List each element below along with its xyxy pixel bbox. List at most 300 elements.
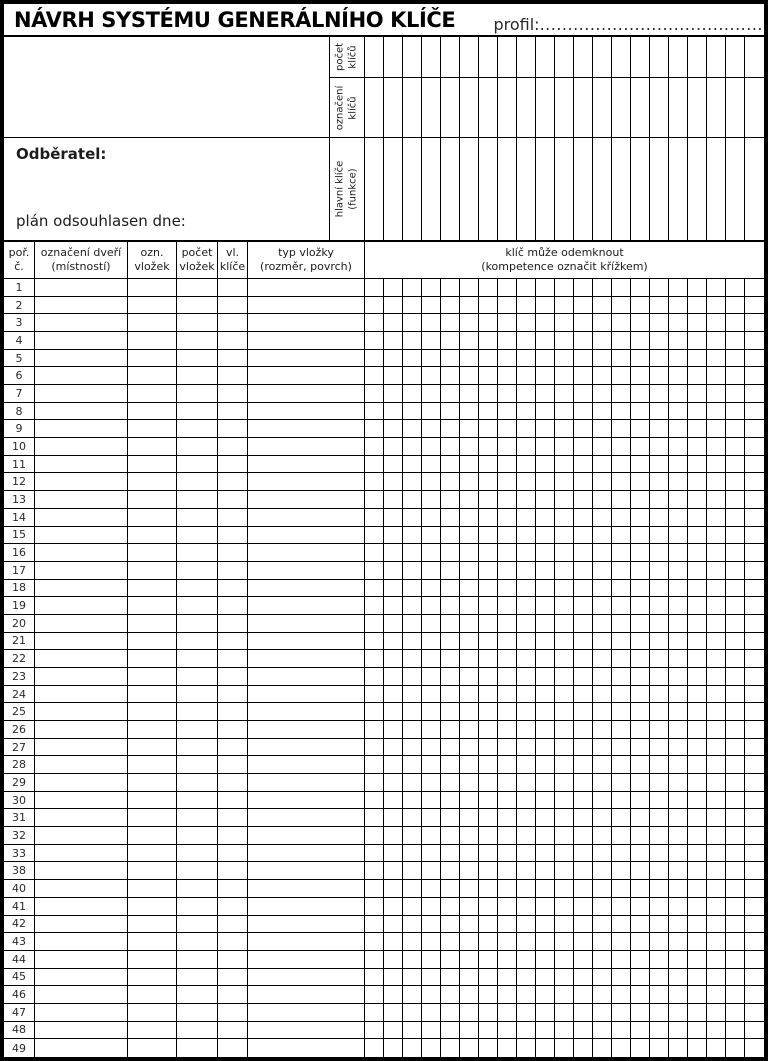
key-matrix-cell[interactable] [536, 37, 555, 77]
key-competence-cell[interactable] [612, 951, 631, 968]
key-competence-cell[interactable] [669, 703, 688, 720]
cell-own-keys[interactable] [218, 279, 248, 296]
key-matrix-cell[interactable] [726, 78, 745, 137]
cell-door-designation[interactable] [35, 544, 128, 561]
key-competence-cell[interactable] [612, 350, 631, 367]
key-competence-cell[interactable] [384, 297, 403, 314]
cell-cylinder-type[interactable] [248, 350, 365, 367]
cell-cylinder-designation[interactable] [128, 1022, 177, 1039]
key-competence-cell[interactable] [517, 367, 536, 384]
cell-own-keys[interactable] [218, 403, 248, 420]
key-competence-cell[interactable] [707, 969, 726, 986]
key-competence-cell[interactable] [707, 279, 726, 296]
key-competence-cell[interactable] [650, 827, 669, 844]
key-competence-cell[interactable] [669, 420, 688, 437]
key-competence-cell[interactable] [707, 809, 726, 826]
key-competence-cell[interactable] [631, 350, 650, 367]
key-competence-cell[interactable] [555, 473, 574, 490]
key-competence-cell[interactable] [498, 1022, 517, 1039]
key-competence-cell[interactable] [745, 880, 764, 897]
key-competence-cell[interactable] [612, 1004, 631, 1021]
key-competence-cell[interactable] [460, 933, 479, 950]
key-competence-cell[interactable] [498, 544, 517, 561]
key-competence-cell[interactable] [688, 297, 707, 314]
key-competence-cell[interactable] [403, 509, 422, 526]
key-competence-cell[interactable] [498, 580, 517, 597]
key-competence-cell[interactable] [479, 827, 498, 844]
key-competence-cell[interactable] [365, 580, 384, 597]
key-matrix-cell[interactable] [574, 78, 593, 137]
cell-door-designation[interactable] [35, 792, 128, 809]
cell-cylinder-designation[interactable] [128, 916, 177, 933]
key-competence-cell[interactable] [517, 544, 536, 561]
cell-cylinder-count[interactable] [177, 597, 218, 614]
key-competence-cell[interactable] [536, 314, 555, 331]
key-competence-cell[interactable] [422, 615, 441, 632]
key-competence-cell[interactable] [726, 933, 745, 950]
key-competence-cell[interactable] [460, 880, 479, 897]
key-competence-cell[interactable] [574, 880, 593, 897]
cell-cylinder-type[interactable] [248, 951, 365, 968]
key-competence-cell[interactable] [612, 385, 631, 402]
key-competence-cell[interactable] [593, 332, 612, 349]
key-matrix-cell[interactable] [688, 78, 707, 137]
key-competence-cell[interactable] [555, 580, 574, 597]
key-competence-cell[interactable] [479, 1022, 498, 1039]
key-competence-cell[interactable] [707, 845, 726, 862]
key-matrix-cell[interactable] [498, 78, 517, 137]
key-competence-cell[interactable] [441, 473, 460, 490]
key-competence-cell[interactable] [593, 456, 612, 473]
key-competence-cell[interactable] [536, 880, 555, 897]
key-competence-cell[interactable] [536, 792, 555, 809]
key-competence-cell[interactable] [593, 792, 612, 809]
key-competence-cell[interactable] [726, 367, 745, 384]
key-competence-cell[interactable] [745, 473, 764, 490]
key-competence-cell[interactable] [688, 774, 707, 791]
key-competence-cell[interactable] [688, 350, 707, 367]
key-competence-cell[interactable] [498, 650, 517, 667]
key-competence-cell[interactable] [460, 721, 479, 738]
key-competence-cell[interactable] [517, 739, 536, 756]
key-competence-cell[interactable] [707, 367, 726, 384]
key-competence-cell[interactable] [688, 615, 707, 632]
key-competence-cell[interactable] [517, 297, 536, 314]
key-competence-cell[interactable] [517, 473, 536, 490]
key-competence-cell[interactable] [365, 650, 384, 667]
key-competence-cell[interactable] [460, 562, 479, 579]
key-competence-cell[interactable] [631, 615, 650, 632]
key-matrix-cell[interactable] [479, 37, 498, 77]
key-competence-cell[interactable] [365, 898, 384, 915]
key-competence-cell[interactable] [555, 686, 574, 703]
key-competence-cell[interactable] [479, 509, 498, 526]
key-competence-cell[interactable] [441, 845, 460, 862]
cell-cylinder-count[interactable] [177, 721, 218, 738]
key-competence-cell[interactable] [593, 880, 612, 897]
cell-cylinder-type[interactable] [248, 969, 365, 986]
key-competence-cell[interactable] [460, 862, 479, 879]
key-competence-cell[interactable] [745, 756, 764, 773]
key-competence-cell[interactable] [593, 491, 612, 508]
cell-cylinder-type[interactable] [248, 809, 365, 826]
key-competence-cell[interactable] [574, 314, 593, 331]
cell-own-keys[interactable] [218, 916, 248, 933]
cell-own-keys[interactable] [218, 951, 248, 968]
key-competence-cell[interactable] [403, 792, 422, 809]
key-competence-cell[interactable] [745, 314, 764, 331]
key-competence-cell[interactable] [460, 297, 479, 314]
key-competence-cell[interactable] [422, 686, 441, 703]
cell-own-keys[interactable] [218, 385, 248, 402]
key-competence-cell[interactable] [498, 527, 517, 544]
key-competence-cell[interactable] [707, 880, 726, 897]
cell-cylinder-designation[interactable] [128, 862, 177, 879]
cell-cylinder-designation[interactable] [128, 739, 177, 756]
key-competence-cell[interactable] [479, 986, 498, 1003]
key-competence-cell[interactable] [422, 845, 441, 862]
key-competence-cell[interactable] [517, 916, 536, 933]
key-competence-cell[interactable] [745, 297, 764, 314]
key-matrix-cell[interactable] [517, 78, 536, 137]
key-competence-cell[interactable] [441, 367, 460, 384]
key-matrix-cell[interactable] [593, 138, 612, 240]
key-competence-cell[interactable] [517, 456, 536, 473]
key-competence-cell[interactable] [384, 527, 403, 544]
key-competence-cell[interactable] [498, 562, 517, 579]
key-competence-cell[interactable] [498, 456, 517, 473]
key-competence-cell[interactable] [441, 809, 460, 826]
key-competence-cell[interactable] [536, 721, 555, 738]
key-competence-cell[interactable] [669, 969, 688, 986]
key-competence-cell[interactable] [650, 774, 669, 791]
key-competence-cell[interactable] [498, 615, 517, 632]
key-matrix-cell[interactable] [669, 138, 688, 240]
key-competence-cell[interactable] [631, 756, 650, 773]
key-competence-cell[interactable] [593, 951, 612, 968]
key-competence-cell[interactable] [707, 297, 726, 314]
key-competence-cell[interactable] [517, 1039, 536, 1057]
key-competence-cell[interactable] [745, 739, 764, 756]
cell-own-keys[interactable] [218, 367, 248, 384]
key-competence-cell[interactable] [707, 650, 726, 667]
key-competence-cell[interactable] [555, 562, 574, 579]
key-competence-cell[interactable] [403, 756, 422, 773]
key-matrix-cell[interactable] [536, 138, 555, 240]
key-competence-cell[interactable] [536, 845, 555, 862]
key-competence-cell[interactable] [650, 880, 669, 897]
key-competence-cell[interactable] [574, 898, 593, 915]
key-competence-cell[interactable] [422, 420, 441, 437]
cell-cylinder-count[interactable] [177, 1004, 218, 1021]
key-competence-cell[interactable] [517, 650, 536, 667]
key-competence-cell[interactable] [688, 721, 707, 738]
key-competence-cell[interactable] [460, 986, 479, 1003]
cell-cylinder-type[interactable] [248, 527, 365, 544]
key-competence-cell[interactable] [688, 756, 707, 773]
key-competence-cell[interactable] [669, 916, 688, 933]
cell-cylinder-type[interactable] [248, 615, 365, 632]
key-competence-cell[interactable] [441, 774, 460, 791]
key-competence-cell[interactable] [384, 686, 403, 703]
key-competence-cell[interactable] [422, 385, 441, 402]
key-competence-cell[interactable] [688, 827, 707, 844]
key-competence-cell[interactable] [441, 420, 460, 437]
key-competence-cell[interactable] [726, 438, 745, 455]
key-competence-cell[interactable] [669, 314, 688, 331]
key-competence-cell[interactable] [479, 367, 498, 384]
key-competence-cell[interactable] [631, 951, 650, 968]
key-competence-cell[interactable] [384, 721, 403, 738]
key-competence-cell[interactable] [498, 880, 517, 897]
key-competence-cell[interactable] [574, 862, 593, 879]
cell-cylinder-count[interactable] [177, 809, 218, 826]
key-competence-cell[interactable] [669, 686, 688, 703]
key-competence-cell[interactable] [555, 845, 574, 862]
key-competence-cell[interactable] [460, 615, 479, 632]
key-competence-cell[interactable] [460, 456, 479, 473]
key-competence-cell[interactable] [669, 580, 688, 597]
key-matrix-cell[interactable] [536, 78, 555, 137]
key-competence-cell[interactable] [498, 403, 517, 420]
key-competence-cell[interactable] [650, 314, 669, 331]
key-competence-cell[interactable] [460, 686, 479, 703]
cell-cylinder-designation[interactable] [128, 898, 177, 915]
key-competence-cell[interactable] [403, 668, 422, 685]
key-competence-cell[interactable] [498, 420, 517, 437]
key-competence-cell[interactable] [365, 756, 384, 773]
key-competence-cell[interactable] [517, 756, 536, 773]
key-matrix-cell[interactable] [403, 138, 422, 240]
key-competence-cell[interactable] [745, 615, 764, 632]
cell-cylinder-count[interactable] [177, 332, 218, 349]
key-competence-cell[interactable] [403, 880, 422, 897]
key-competence-cell[interactable] [365, 367, 384, 384]
key-competence-cell[interactable] [365, 862, 384, 879]
cell-cylinder-type[interactable] [248, 862, 365, 879]
key-competence-cell[interactable] [460, 597, 479, 614]
key-competence-cell[interactable] [384, 633, 403, 650]
key-competence-cell[interactable] [707, 898, 726, 915]
key-competence-cell[interactable] [536, 527, 555, 544]
key-competence-cell[interactable] [555, 297, 574, 314]
key-competence-cell[interactable] [536, 756, 555, 773]
key-competence-cell[interactable] [555, 951, 574, 968]
key-competence-cell[interactable] [555, 650, 574, 667]
cell-cylinder-designation[interactable] [128, 580, 177, 597]
key-competence-cell[interactable] [517, 933, 536, 950]
key-competence-cell[interactable] [460, 385, 479, 402]
key-competence-cell[interactable] [593, 986, 612, 1003]
key-competence-cell[interactable] [707, 792, 726, 809]
key-competence-cell[interactable] [479, 332, 498, 349]
key-competence-cell[interactable] [631, 491, 650, 508]
cell-cylinder-type[interactable] [248, 827, 365, 844]
key-competence-cell[interactable] [612, 668, 631, 685]
key-competence-cell[interactable] [593, 633, 612, 650]
key-competence-cell[interactable] [574, 969, 593, 986]
key-matrix-cell[interactable] [555, 138, 574, 240]
cell-cylinder-type[interactable] [248, 403, 365, 420]
key-competence-cell[interactable] [498, 509, 517, 526]
key-competence-cell[interactable] [403, 845, 422, 862]
cell-cylinder-type[interactable] [248, 721, 365, 738]
cell-cylinder-designation[interactable] [128, 367, 177, 384]
key-competence-cell[interactable] [745, 686, 764, 703]
key-competence-cell[interactable] [498, 1039, 517, 1057]
key-competence-cell[interactable] [593, 562, 612, 579]
cell-own-keys[interactable] [218, 456, 248, 473]
key-competence-cell[interactable] [669, 615, 688, 632]
key-competence-cell[interactable] [384, 916, 403, 933]
key-competence-cell[interactable] [536, 633, 555, 650]
key-competence-cell[interactable] [403, 332, 422, 349]
key-competence-cell[interactable] [688, 385, 707, 402]
key-competence-cell[interactable] [669, 739, 688, 756]
key-competence-cell[interactable] [479, 916, 498, 933]
key-competence-cell[interactable] [688, 933, 707, 950]
key-competence-cell[interactable] [612, 650, 631, 667]
key-competence-cell[interactable] [517, 597, 536, 614]
key-matrix-cell[interactable] [479, 78, 498, 137]
key-competence-cell[interactable] [593, 527, 612, 544]
key-competence-cell[interactable] [422, 933, 441, 950]
key-competence-cell[interactable] [517, 403, 536, 420]
key-competence-cell[interactable] [403, 650, 422, 667]
key-competence-cell[interactable] [479, 880, 498, 897]
cell-cylinder-type[interactable] [248, 668, 365, 685]
cell-cylinder-designation[interactable] [128, 756, 177, 773]
key-competence-cell[interactable] [536, 367, 555, 384]
key-competence-cell[interactable] [441, 314, 460, 331]
key-competence-cell[interactable] [631, 933, 650, 950]
key-competence-cell[interactable] [555, 986, 574, 1003]
cell-own-keys[interactable] [218, 297, 248, 314]
key-competence-cell[interactable] [631, 862, 650, 879]
key-competence-cell[interactable] [536, 862, 555, 879]
key-competence-cell[interactable] [536, 1022, 555, 1039]
key-competence-cell[interactable] [650, 597, 669, 614]
key-competence-cell[interactable] [536, 403, 555, 420]
key-competence-cell[interactable] [517, 969, 536, 986]
cell-own-keys[interactable] [218, 721, 248, 738]
key-matrix-cell[interactable] [631, 37, 650, 77]
cell-own-keys[interactable] [218, 774, 248, 791]
key-competence-cell[interactable] [631, 845, 650, 862]
key-competence-cell[interactable] [460, 845, 479, 862]
key-competence-cell[interactable] [688, 703, 707, 720]
key-competence-cell[interactable] [384, 969, 403, 986]
cell-own-keys[interactable] [218, 420, 248, 437]
key-competence-cell[interactable] [422, 509, 441, 526]
key-competence-cell[interactable] [726, 668, 745, 685]
key-competence-cell[interactable] [536, 597, 555, 614]
key-competence-cell[interactable] [498, 473, 517, 490]
key-competence-cell[interactable] [631, 792, 650, 809]
key-competence-cell[interactable] [441, 1039, 460, 1057]
key-competence-cell[interactable] [574, 986, 593, 1003]
key-competence-cell[interactable] [745, 1022, 764, 1039]
key-competence-cell[interactable] [555, 385, 574, 402]
key-competence-cell[interactable] [593, 1004, 612, 1021]
key-competence-cell[interactable] [536, 951, 555, 968]
key-competence-cell[interactable] [593, 668, 612, 685]
key-competence-cell[interactable] [650, 297, 669, 314]
key-competence-cell[interactable] [726, 845, 745, 862]
key-competence-cell[interactable] [479, 739, 498, 756]
key-competence-cell[interactable] [707, 668, 726, 685]
key-competence-cell[interactable] [669, 721, 688, 738]
key-competence-cell[interactable] [745, 332, 764, 349]
key-competence-cell[interactable] [479, 951, 498, 968]
cell-door-designation[interactable] [35, 297, 128, 314]
key-competence-cell[interactable] [726, 1022, 745, 1039]
key-competence-cell[interactable] [498, 314, 517, 331]
key-competence-cell[interactable] [612, 544, 631, 561]
key-competence-cell[interactable] [574, 332, 593, 349]
key-competence-cell[interactable] [384, 385, 403, 402]
key-competence-cell[interactable] [479, 544, 498, 561]
key-competence-cell[interactable] [422, 1039, 441, 1057]
key-competence-cell[interactable] [631, 880, 650, 897]
key-matrix-cell[interactable] [650, 138, 669, 240]
key-competence-cell[interactable] [498, 297, 517, 314]
cell-own-keys[interactable] [218, 668, 248, 685]
cell-cylinder-type[interactable] [248, 491, 365, 508]
key-competence-cell[interactable] [422, 650, 441, 667]
key-matrix-cell[interactable] [593, 78, 612, 137]
key-competence-cell[interactable] [745, 367, 764, 384]
key-matrix-cell[interactable] [745, 37, 764, 77]
key-competence-cell[interactable] [650, 862, 669, 879]
key-competence-cell[interactable] [650, 279, 669, 296]
cell-door-designation[interactable] [35, 527, 128, 544]
key-competence-cell[interactable] [707, 438, 726, 455]
key-competence-cell[interactable] [479, 809, 498, 826]
key-competence-cell[interactable] [707, 597, 726, 614]
key-competence-cell[interactable] [460, 527, 479, 544]
key-competence-cell[interactable] [441, 969, 460, 986]
key-competence-cell[interactable] [460, 473, 479, 490]
key-competence-cell[interactable] [650, 580, 669, 597]
key-competence-cell[interactable] [441, 1004, 460, 1021]
key-competence-cell[interactable] [745, 544, 764, 561]
key-competence-cell[interactable] [555, 756, 574, 773]
key-competence-cell[interactable] [707, 473, 726, 490]
key-competence-cell[interactable] [479, 933, 498, 950]
key-competence-cell[interactable] [517, 809, 536, 826]
key-competence-cell[interactable] [403, 527, 422, 544]
key-competence-cell[interactable] [441, 650, 460, 667]
key-competence-cell[interactable] [536, 420, 555, 437]
cell-cylinder-designation[interactable] [128, 279, 177, 296]
cell-own-keys[interactable] [218, 756, 248, 773]
key-competence-cell[interactable] [441, 350, 460, 367]
cell-own-keys[interactable] [218, 544, 248, 561]
cell-cylinder-count[interactable] [177, 456, 218, 473]
key-competence-cell[interactable] [707, 332, 726, 349]
cell-cylinder-type[interactable] [248, 986, 365, 1003]
key-competence-cell[interactable] [555, 703, 574, 720]
key-competence-cell[interactable] [631, 809, 650, 826]
key-competence-cell[interactable] [441, 1022, 460, 1039]
key-competence-cell[interactable] [650, 933, 669, 950]
key-competence-cell[interactable] [593, 367, 612, 384]
key-competence-cell[interactable] [365, 597, 384, 614]
cell-cylinder-designation[interactable] [128, 491, 177, 508]
key-competence-cell[interactable] [631, 650, 650, 667]
cell-own-keys[interactable] [218, 650, 248, 667]
